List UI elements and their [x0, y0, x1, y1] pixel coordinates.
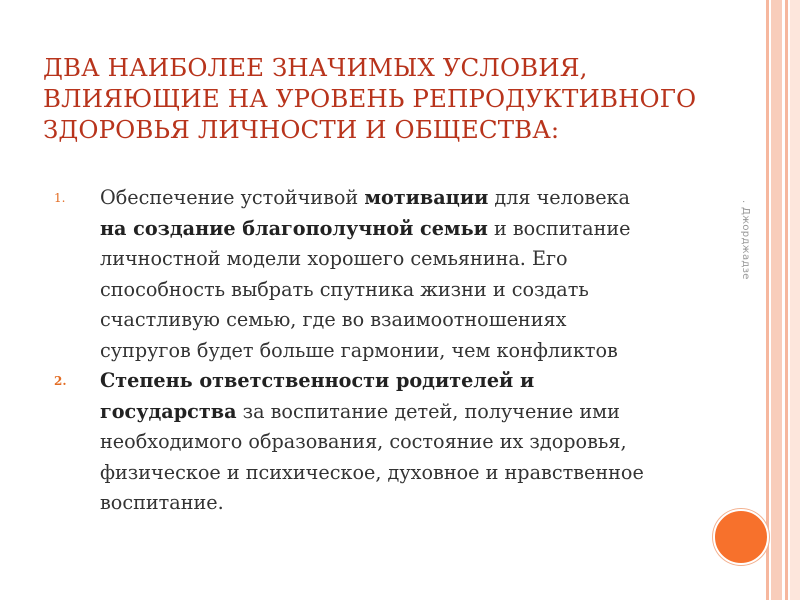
list-number: 2. [54, 374, 67, 388]
text-line [100, 183, 754, 214]
text-run: Обеспечение устойчивой [100, 186, 365, 209]
text-line: физическое и психическое, духовное и нравственное [100, 460, 644, 484]
title-line: ЗДОРОВЬЯ ЛИЧНОСТИ И ОБЩЕСТВА: [43, 115, 560, 144]
text-run: и воспитание [487, 216, 631, 240]
decorative-stripe [785, 0, 788, 600]
bold-text: мотивации [364, 186, 489, 209]
list-number: 1. [54, 191, 66, 205]
text-line: личностной модели хорошего семьянина. Его [100, 247, 568, 270]
bold-text: государства [100, 399, 237, 423]
text-line [100, 397, 754, 428]
bold-text: Степень ответственности родителей и [100, 369, 535, 392]
decorative-circle-icon [713, 509, 769, 565]
title-line: ДВА НАИБОЛЕЕ ЗНАЧИМЫХ УСЛОВИЯ, [43, 53, 588, 82]
text-line [100, 366, 754, 397]
decorative-stripe [766, 0, 769, 600]
text-run: за воспитание детей, получение ими [236, 399, 620, 423]
decorative-stripe [771, 0, 782, 600]
text-line: счастливую семью, где во взаимоотношениях [100, 308, 567, 331]
text-line: воспитание. [100, 491, 224, 514]
text-run: для человека [488, 186, 630, 209]
list-item [54, 366, 754, 519]
decorative-stripe [790, 0, 800, 600]
text-line: необходимого образования, состояние их здоровья, [100, 430, 627, 453]
text-line [100, 214, 754, 245]
author-side-text: . Джорджадзе [740, 200, 751, 280]
bold-text: на создание благополучной семьи [100, 216, 488, 240]
list-item [54, 183, 754, 366]
text-line: супругов будет больше гармонии, чем конфликтов [100, 338, 618, 362]
title-line: ВЛИЯЮЩИЕ НА УРОВЕНЬ РЕПРОДУКТИВНОГО [43, 84, 697, 113]
text-line: способность выбрать спутника жизни и создать [100, 277, 589, 301]
slide-title [43, 52, 743, 145]
conditions-list [54, 183, 754, 519]
